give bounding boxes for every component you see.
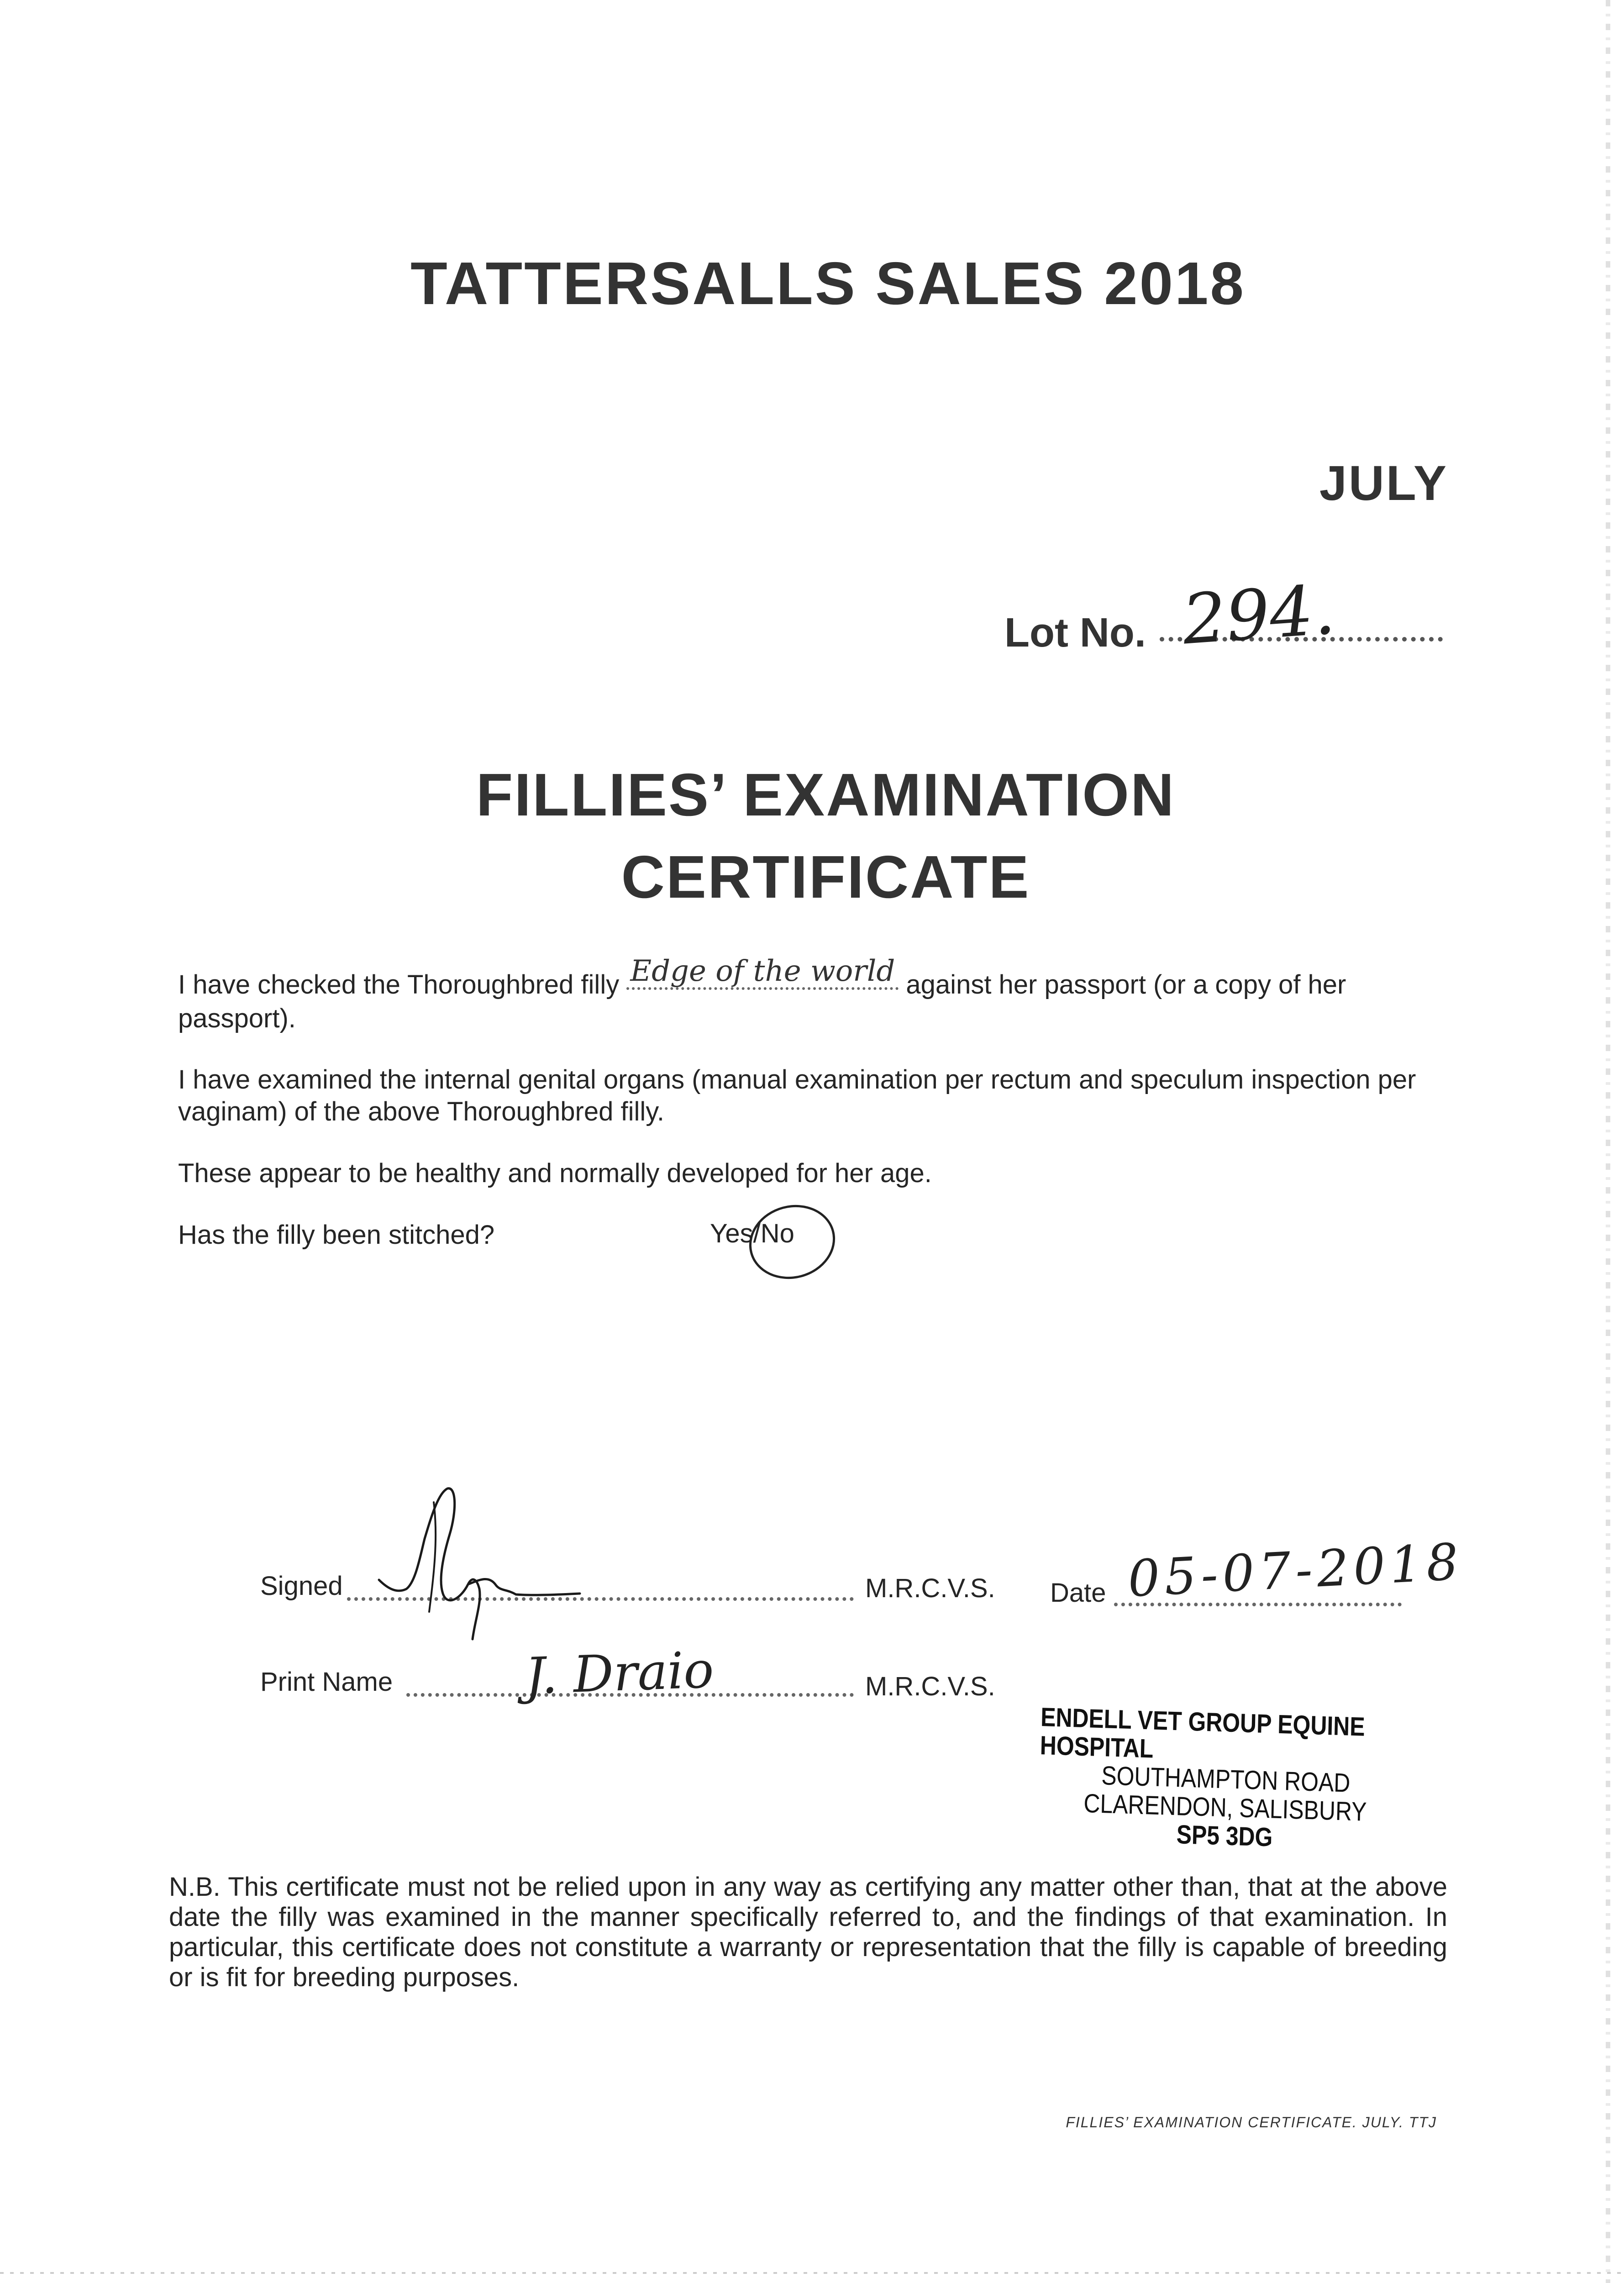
- certificate-heading-line1: FILLIES’ EXAMINATION: [476, 761, 1176, 828]
- sale-month: JULY: [1319, 455, 1448, 510]
- veterinary-stamp: [1038, 1703, 1414, 1856]
- handwritten-signature[interactable]: [370, 1475, 584, 1648]
- form-reference-footer: FILLIES’ EXAMINATION CERTIFICATE. JULY. TTJ: [1066, 2114, 1437, 2130]
- document-title: TATTERSALLS SALES 2018: [410, 250, 1246, 317]
- passport-check-paragraph: [178, 954, 1456, 1035]
- para1-after: against her passport (or a copy of her passport).: [178, 970, 1346, 1033]
- stamp-line-4: SP5 3DG: [1176, 1820, 1273, 1852]
- print-name-value[interactable]: J. Draio: [524, 1640, 715, 1706]
- date-value[interactable]: 05-07-2018: [1126, 1532, 1465, 1609]
- mrcvs-label-signed: M.R.C.V.S.: [865, 1573, 995, 1603]
- stitched-answer-options[interactable]: Yes/No: [710, 1219, 794, 1248]
- healthy-statement: These appear to be healthy and normally developed for her age.: [178, 1158, 932, 1188]
- signed-label: Signed: [260, 1571, 343, 1601]
- para1-before: I have checked the Thoroughbred filly: [178, 970, 620, 999]
- scan-bottom-artifact: [0, 2272, 1624, 2274]
- stamp-line-3: CLARENDON, SALISBURY: [1083, 1788, 1367, 1827]
- lot-number-label: Lot No.: [1004, 610, 1146, 656]
- certificate-heading-line2: CERTIFICATE: [621, 843, 1030, 910]
- stitched-question: Has the filly been stitched?: [178, 1220, 495, 1250]
- print-name-label: Print Name: [260, 1667, 393, 1697]
- stamp-line-1: ENDELL VET GROUP EQUINE HOSPITAL: [1040, 1702, 1366, 1764]
- disclaimer-note: N.B. This certificate must not be relied upon in any way as certifying any matter other than, that at the above date the filly was examined in the manner specifically referred to, and the findings of that examination. In particular, this certificate does not constitute a warranty or representation that the filly is capable of breeding or is fit for breeding purposes.: [169, 1872, 1447, 1992]
- date-label: Date: [1050, 1578, 1106, 1608]
- filly-name-field[interactable]: Edge of the world: [626, 955, 899, 990]
- stamp-line-2: SOUTHAMPTON ROAD: [1101, 1761, 1351, 1798]
- scan-edge-artifact: [1606, 0, 1610, 2283]
- examination-paragraph: I have examined the internal genital organs (manual examination per rectum and speculum inspection per vaginam) of the above Thoroughbred filly.: [178, 1065, 1416, 1126]
- mrcvs-label-print: M.R.C.V.S.: [865, 1672, 995, 1701]
- lot-number-value[interactable]: 294.: [1180, 570, 1338, 660]
- no-answer-circle: [741, 1195, 844, 1289]
